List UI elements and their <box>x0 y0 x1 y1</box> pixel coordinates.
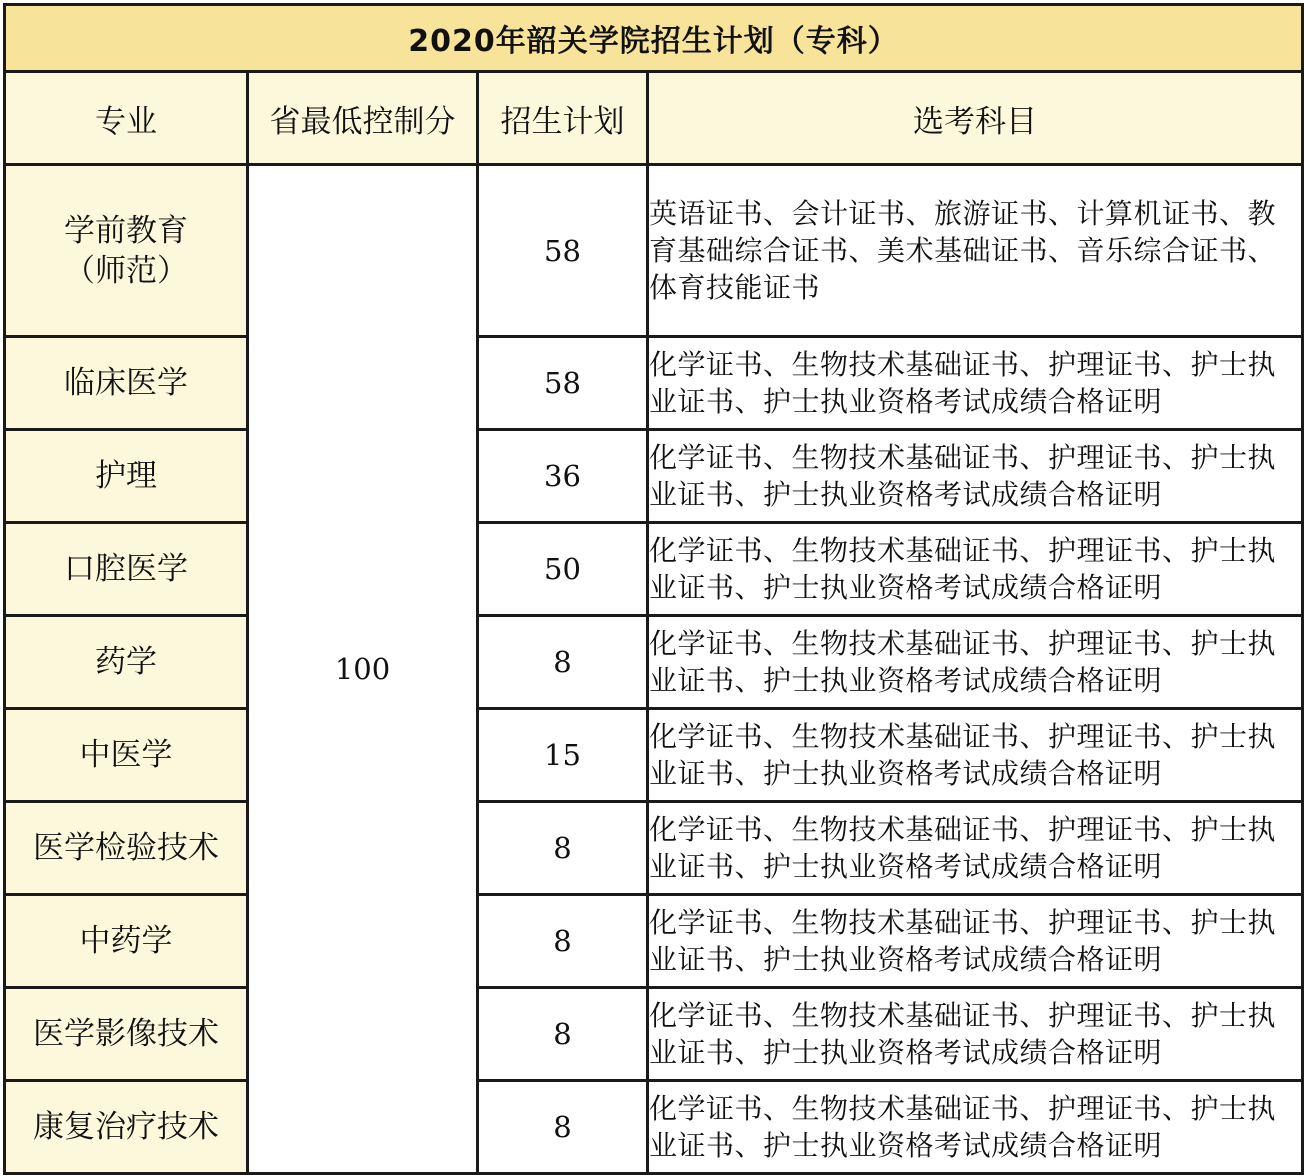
subjects-cell: 化学证书、生物技术基础证书、护理证书、护士执业证书、护士执业资格考试成绩合格证明 <box>648 1081 1303 1174</box>
major-name-line: 中医学 <box>79 737 173 773</box>
major-name-line: 中药学 <box>79 923 173 959</box>
table-row <box>5 895 1303 988</box>
subjects-cell: 化学证书、生物技术基础证书、护理证书、护士执业证书、护士执业资格考试成绩合格证明 <box>648 988 1303 1081</box>
header-min-score: 省最低控制分 <box>248 72 478 165</box>
major-cell <box>5 616 248 709</box>
plan-count-cell: 8 <box>478 988 648 1081</box>
plan-count-cell: 36 <box>478 430 648 523</box>
header-subjects: 选考科目 <box>648 72 1303 165</box>
major-name-line: 临床医学 <box>64 365 188 401</box>
subjects-cell: 化学证书、生物技术基础证书、护理证书、护士执业证书、护士执业资格考试成绩合格证明 <box>648 802 1303 895</box>
table-row <box>5 430 1303 523</box>
min-score-cell: 100 <box>248 165 478 1174</box>
major-name-line: 医学检验技术 <box>33 830 219 866</box>
plan-count-cell: 50 <box>478 523 648 616</box>
header-plan: 招生计划 <box>478 72 648 165</box>
plan-count-cell: 8 <box>478 616 648 709</box>
subjects-cell: 英语证书、会计证书、旅游证书、计算机证书、教育基础综合证书、美术基础证书、音乐综合证书、体育技能证书 <box>648 165 1303 337</box>
header-row <box>5 72 1303 165</box>
table-body <box>5 165 1303 1174</box>
major-name-line: 学前教育 <box>64 212 188 249</box>
subjects-cell: 化学证书、生物技术基础证书、护理证书、护士执业证书、护士执业资格考试成绩合格证明 <box>648 430 1303 523</box>
major-cell <box>5 709 248 802</box>
table-row <box>5 988 1303 1081</box>
table-title: 2020年韶关学院招生计划（专科） <box>5 5 1303 72</box>
subjects-cell: 化学证书、生物技术基础证书、护理证书、护士执业证书、护士执业资格考试成绩合格证明 <box>648 895 1303 988</box>
subjects-cell: 化学证书、生物技术基础证书、护理证书、护士执业证书、护士执业资格考试成绩合格证明 <box>648 523 1303 616</box>
major-name-line: 医学影像技术 <box>33 1016 219 1052</box>
major-cell <box>5 165 248 337</box>
plan-count-cell: 8 <box>478 895 648 988</box>
plan-count-cell: 8 <box>478 802 648 895</box>
plan-count-cell: 58 <box>478 165 648 337</box>
header-major: 专业 <box>5 72 248 165</box>
plan-count-cell: 8 <box>478 1081 648 1174</box>
plan-count-cell: 15 <box>478 709 648 802</box>
plan-count-cell: 58 <box>478 337 648 430</box>
major-cell <box>5 337 248 430</box>
title-row <box>5 5 1303 72</box>
major-cell <box>5 802 248 895</box>
table-row <box>5 709 1303 802</box>
major-cell <box>5 1081 248 1174</box>
major-name-line: 护理 <box>95 458 157 494</box>
major-name-line: 药学 <box>95 644 157 680</box>
table-row <box>5 1081 1303 1174</box>
table-row <box>5 165 1303 337</box>
major-name-line: （师范） <box>64 252 188 289</box>
table-row <box>5 616 1303 709</box>
major-name-line: 口腔医学 <box>64 551 188 587</box>
table-row <box>5 802 1303 895</box>
major-name-line: 康复治疗技术 <box>33 1109 219 1145</box>
enrollment-plan-table <box>3 3 1304 1175</box>
subjects-cell: 化学证书、生物技术基础证书、护理证书、护士执业证书、护士执业资格考试成绩合格证明 <box>648 337 1303 430</box>
subjects-cell: 化学证书、生物技术基础证书、护理证书、护士执业证书、护士执业资格考试成绩合格证明 <box>648 709 1303 802</box>
major-cell <box>5 988 248 1081</box>
table-row <box>5 337 1303 430</box>
major-cell <box>5 523 248 616</box>
subjects-cell: 化学证书、生物技术基础证书、护理证书、护士执业证书、护士执业资格考试成绩合格证明 <box>648 616 1303 709</box>
table-row <box>5 523 1303 616</box>
major-cell <box>5 430 248 523</box>
major-cell <box>5 895 248 988</box>
